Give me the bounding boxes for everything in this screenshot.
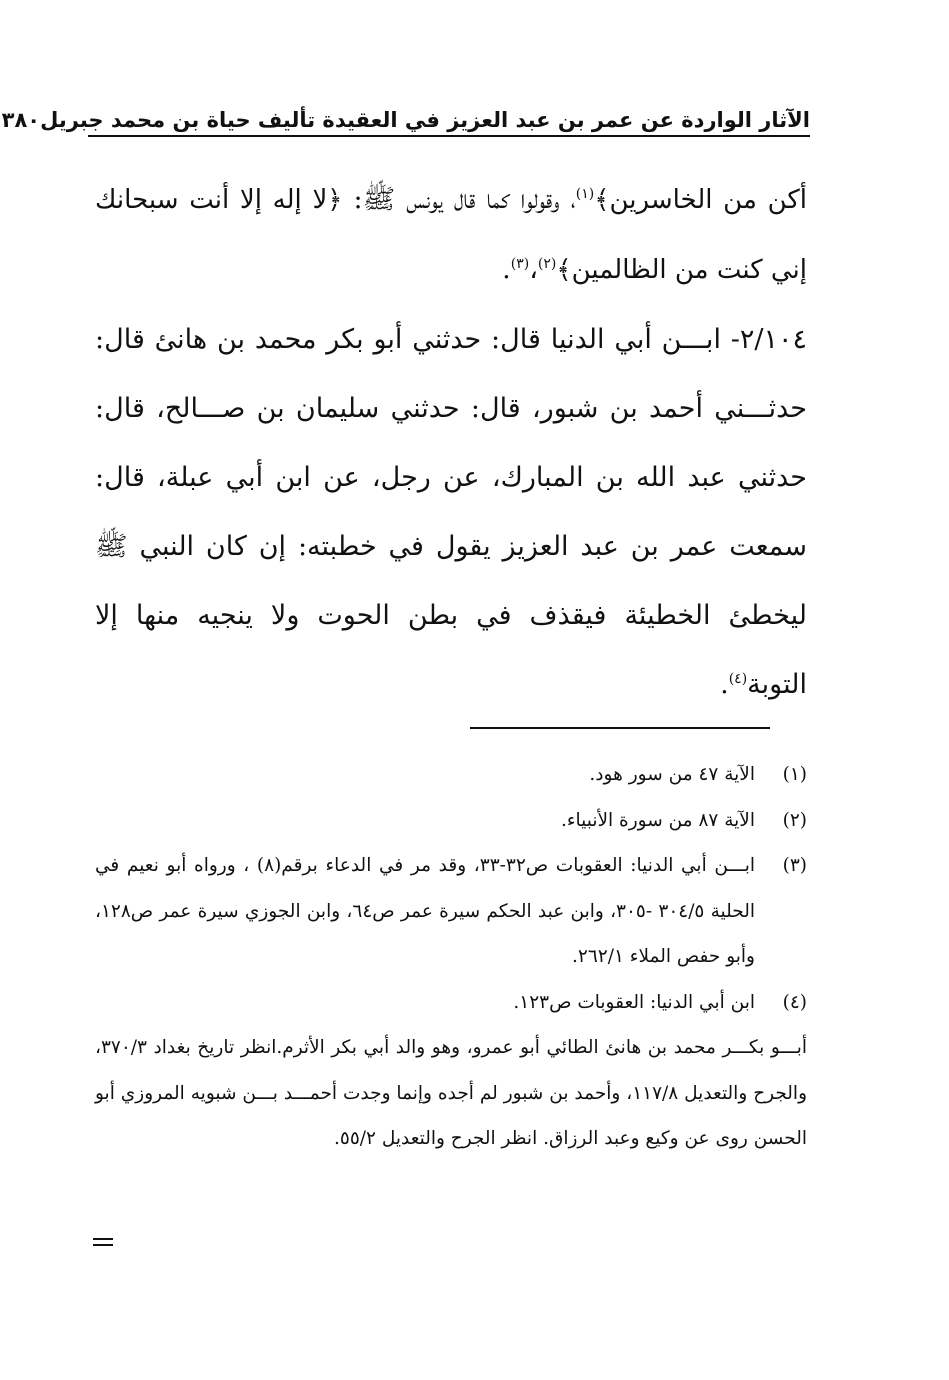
quran-verse: ﴿لا إله إلا أنت سبحانك إني كنت من الظالمين﴾ bbox=[95, 185, 807, 285]
text-segment: . bbox=[502, 254, 511, 285]
honorific-glyph: ﷺ bbox=[95, 531, 128, 562]
text-segment: . bbox=[720, 669, 729, 700]
end-mark-bar bbox=[93, 1238, 113, 1240]
text-segment: ، bbox=[529, 254, 538, 285]
running-header bbox=[1, 95, 810, 135]
footnote-number: (١) bbox=[782, 764, 807, 785]
footnotes bbox=[95, 752, 807, 1162]
footnote-text: الآية ٤٧ من سور هود. bbox=[589, 764, 755, 785]
footnote-4 bbox=[95, 980, 807, 1026]
footnote-number: (٤) bbox=[782, 991, 807, 1013]
footnote-text: ابـــن أبي الدنيا: العقوبات ص٣٢-٣٣، وقد مر في الدعاء برقم(٨) ، ورواه أبو نعيم في الحلية ٣٠٤/٥ -٣٠٥، وابن عبد الحكم سيرة عمر ص٦٤، وابن الجوزي سيرة عمر ص١٢٨، وأبو حفص الملاء ٢٦٢/١. bbox=[95, 855, 756, 967]
paragraph-1 bbox=[95, 165, 807, 305]
footnote-2 bbox=[95, 798, 807, 844]
end-mark bbox=[93, 1238, 113, 1254]
footnote-text: ابن أبي الدنيا: العقوبات ص١٢٣. bbox=[513, 991, 755, 1013]
footnote-separator bbox=[470, 727, 770, 729]
narration-text: ليخطئ الخطيئة فيقذف في بطن الحوت ولا ينجيه منها إلا التوبة bbox=[95, 600, 807, 700]
footnote-1 bbox=[95, 752, 807, 798]
header-title: الآثار الواردة عن عمر بن عبد العزيز في العقيدة تأليف حياة بن محمد جبريل bbox=[40, 108, 810, 132]
footnote-text: الآية ٨٧ من سورة الأنبياء. bbox=[560, 809, 755, 831]
end-mark-bar bbox=[93, 1244, 113, 1246]
footnote-ref-1: (١) bbox=[575, 186, 595, 202]
narration-text: ٢/١٠٤- ابـــن أبي الدنيا قال: حدثني أبو بكر محمد بن هانئ قال: حدثـــني أحمد بن شبور، قال: حدثني سليمان بن صـــالح، قال: حدثني عبد الله بن المبارك، عن رجل، عن ابن أبي عبلة، قال: سمعت عمر بن عبد العزيز يقول في خطبته: إن كان النبي bbox=[95, 324, 807, 562]
paragraph-2 bbox=[95, 305, 807, 719]
page-number: ٣٨٠ bbox=[1, 108, 41, 132]
footnote-ref-3: (٣) bbox=[510, 256, 530, 272]
footnote-number: (٢) bbox=[782, 809, 807, 831]
text-segment: : bbox=[342, 184, 363, 215]
footnote-continuation: أبـــو بكـــر محمد بن هانئ الطائي أبو عمرو، وهو والد أبي بكر الأثرم.انظر تاريخ بغداد ٣٧٠/٣، والجرح والتعديل ١١٧/٨، وأحمد بن شبور لم أجده وإنما وجدت أحمـــد بـــن شبويه المروزي أبو الحسن روى عن وكيع وعبد الرزاق. انظر الجرح والتعديل ٥٥/٢. bbox=[95, 1037, 807, 1149]
footnote-number: (٣) bbox=[782, 855, 807, 876]
text-segment: ، وقولوا كما قال يونس bbox=[395, 184, 576, 215]
header-rule bbox=[88, 135, 810, 137]
footnote-ref-4: (٤) bbox=[728, 671, 748, 687]
honorific-glyph: ﷺ bbox=[362, 184, 396, 215]
footnote-ref-2: (٢) bbox=[537, 256, 557, 272]
footnote-3 bbox=[95, 843, 807, 980]
main-text bbox=[95, 165, 807, 719]
quran-fragment: أكن من الخاسرين﴾ bbox=[594, 185, 808, 215]
